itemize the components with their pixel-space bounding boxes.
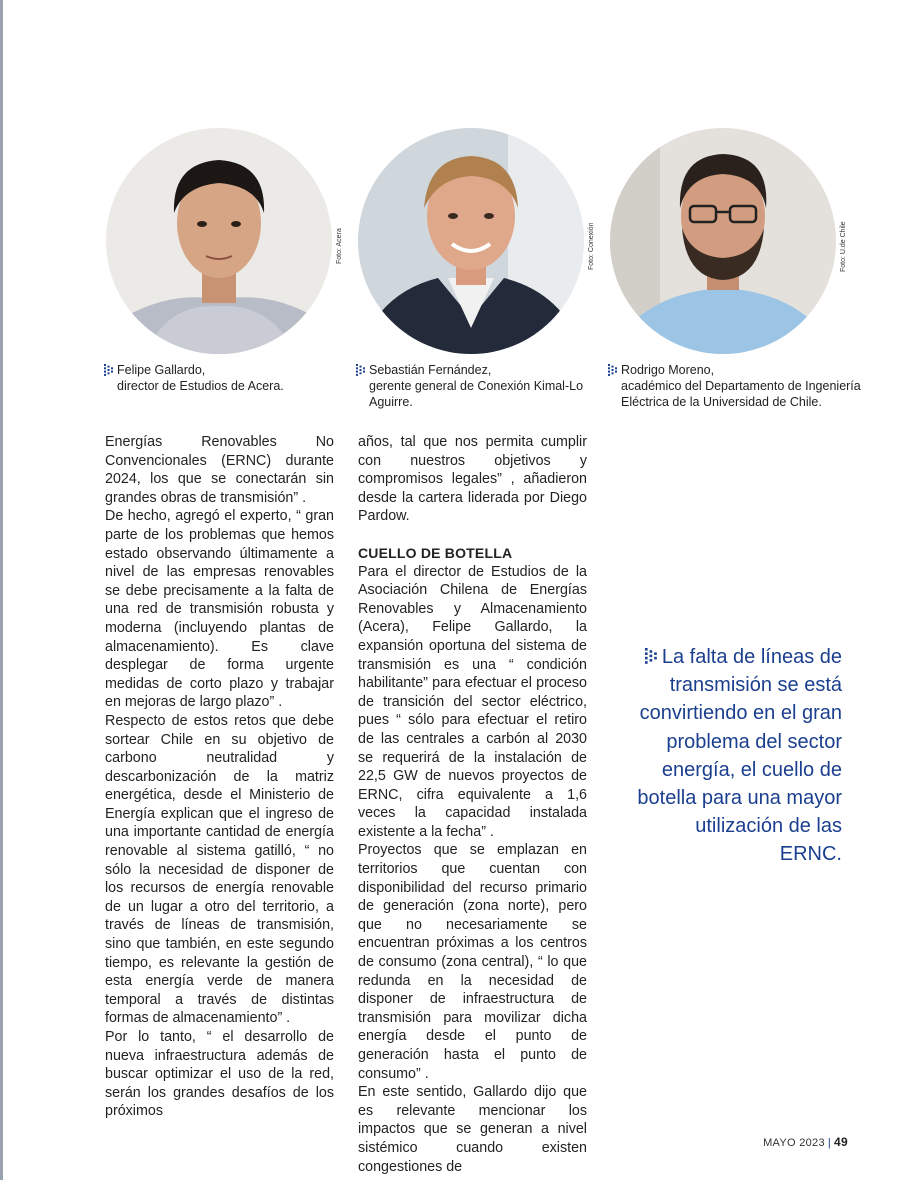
portrait-felipe-gallardo: [106, 128, 332, 354]
caption-felipe-gallardo: [117, 362, 284, 394]
caption-role: director de Estudios de Acera.: [117, 379, 284, 393]
paragraph: Proyectos que se emplazan en territorios que cuentan con disponibilidad del recurso primario de generación (zona norte), pero que no necesariamente se encuentran próximas a los centros de consumo (zona central), “ lo que redunda en la necesidad de disponer de infraestructura de transmisión para movilizar dicha energía desde el punto de generación hasta el punto de consumo” .: [358, 842, 587, 1082]
caption-name: Felipe Gallardo,: [117, 363, 206, 377]
portrait-rodrigo-moreno: [610, 128, 836, 354]
pull-quote-text: La falta de líneas de transmisión se está convirtiendo en el gran problema del sector energía, el cuello de botella para una mayor utilización de las ERNC.: [637, 646, 842, 866]
caption-name: Sebastián Fernández,: [369, 363, 492, 377]
pull-quote: [632, 643, 842, 869]
page-edge: [0, 0, 3, 1180]
photo-credit-2: Foto: Conexión: [588, 222, 595, 270]
photo-credit-1: Foto: Acera: [336, 228, 343, 264]
caption-name: Rodrigo Moreno,: [621, 363, 715, 377]
paragraph: Para el director de Estudios de la Asociación Chilena de Energías Renovables y Almacenamiento (Acera), Felipe Gallardo, la expansión oportuna del sistema de transmisión es una “ condición habilitante” para efectuar el proceso de transición del sector eléctrico, pues “ sólo para efectuar el retiro de las centrales a carbón al 2030 se requerirá de la instalación de 22,5 GW de nuevos proyectos de ERNC, cifra equivalente a 1,6 veces la capacidad instalada existente a la fecha” .: [358, 563, 587, 840]
dot-grid-bullet-icon: [104, 364, 114, 376]
paragraph: años, tal que nos permita cumplir con nuestros objetivos y compromisos legales” , añadieron desde la cartera liderada por Diego Pardow.: [358, 434, 587, 525]
section-heading: CUELLO DE BOTELLA: [358, 544, 513, 561]
caption-role: gerente general de Conexión Kimal-Lo: [369, 379, 584, 393]
paragraph: En este sentido, Gallardo dijo que es relevante mencionar los impactos que se generan a nivel sistémico cuando existen congestiones de: [358, 1084, 587, 1175]
paragraph: Por lo tanto, “ el desarrollo de nueva infraestructura además de buscar optimizar el uso de la red, serán los grandes desafíos de los próximos: [105, 1029, 334, 1120]
caption-role: Eléctrica de la Universidad de Chile.: [621, 395, 822, 409]
article-column-2: [358, 433, 587, 1176]
page-footer: MAYO 2023 | 49: [763, 1135, 848, 1149]
photo-credit-3: Foto: U.de Chile: [840, 221, 847, 272]
caption-role: académico del Departamento de Ingeniería: [621, 379, 861, 393]
paragraph: De hecho, agregó el experto, “ gran parte de los problemas que hemos estado observando últimamente a nivel de las empresas renovables se debe precisamente a la falta de una red de transmisión robusta y moderna (incluyendo plantas de almacenamiento). Es clave desplegar de forma urgente medidas de corto plazo y trabajar en mejoras de largo plazo” .: [105, 508, 334, 711]
paragraph: Energías Renovables No Convencionales (ERNC) durante 2024, los que se conectarán sin grandes obras de transmisión” .: [105, 434, 334, 506]
caption-sebastian-fernandez: [369, 362, 583, 410]
article-column-1: [105, 433, 334, 1121]
caption-rodrigo-moreno: [621, 362, 861, 410]
dot-grid-bullet-icon: [356, 364, 366, 376]
paragraph: Respecto de estos retos que debe sortear Chile en su objetivo de carbono neutralidad y descarbonización de la matriz energética, desde el Ministerio de Energía explican que el ingreso de una importante cantidad de energía renovable al sistema gatilló, “ no sólo la necesidad de disponer de los recursos de energía renovable de un lugar a otro del territorio, a través de líneas de transmisión, sino que también, en este segundo tiempo, es relevante la gestión de esta energía verde de manera temporal a través de distintas formas de almacenamiento” .: [105, 712, 334, 1027]
caption-role: Aguirre.: [369, 395, 413, 409]
issue-date: MAYO 2023: [763, 1137, 825, 1149]
dot-grid-bullet-icon: [608, 364, 618, 376]
portrait-sebastian-fernandez: [358, 128, 584, 354]
page-number: 49: [834, 1135, 848, 1149]
dot-grid-bullet-icon: [645, 648, 658, 664]
